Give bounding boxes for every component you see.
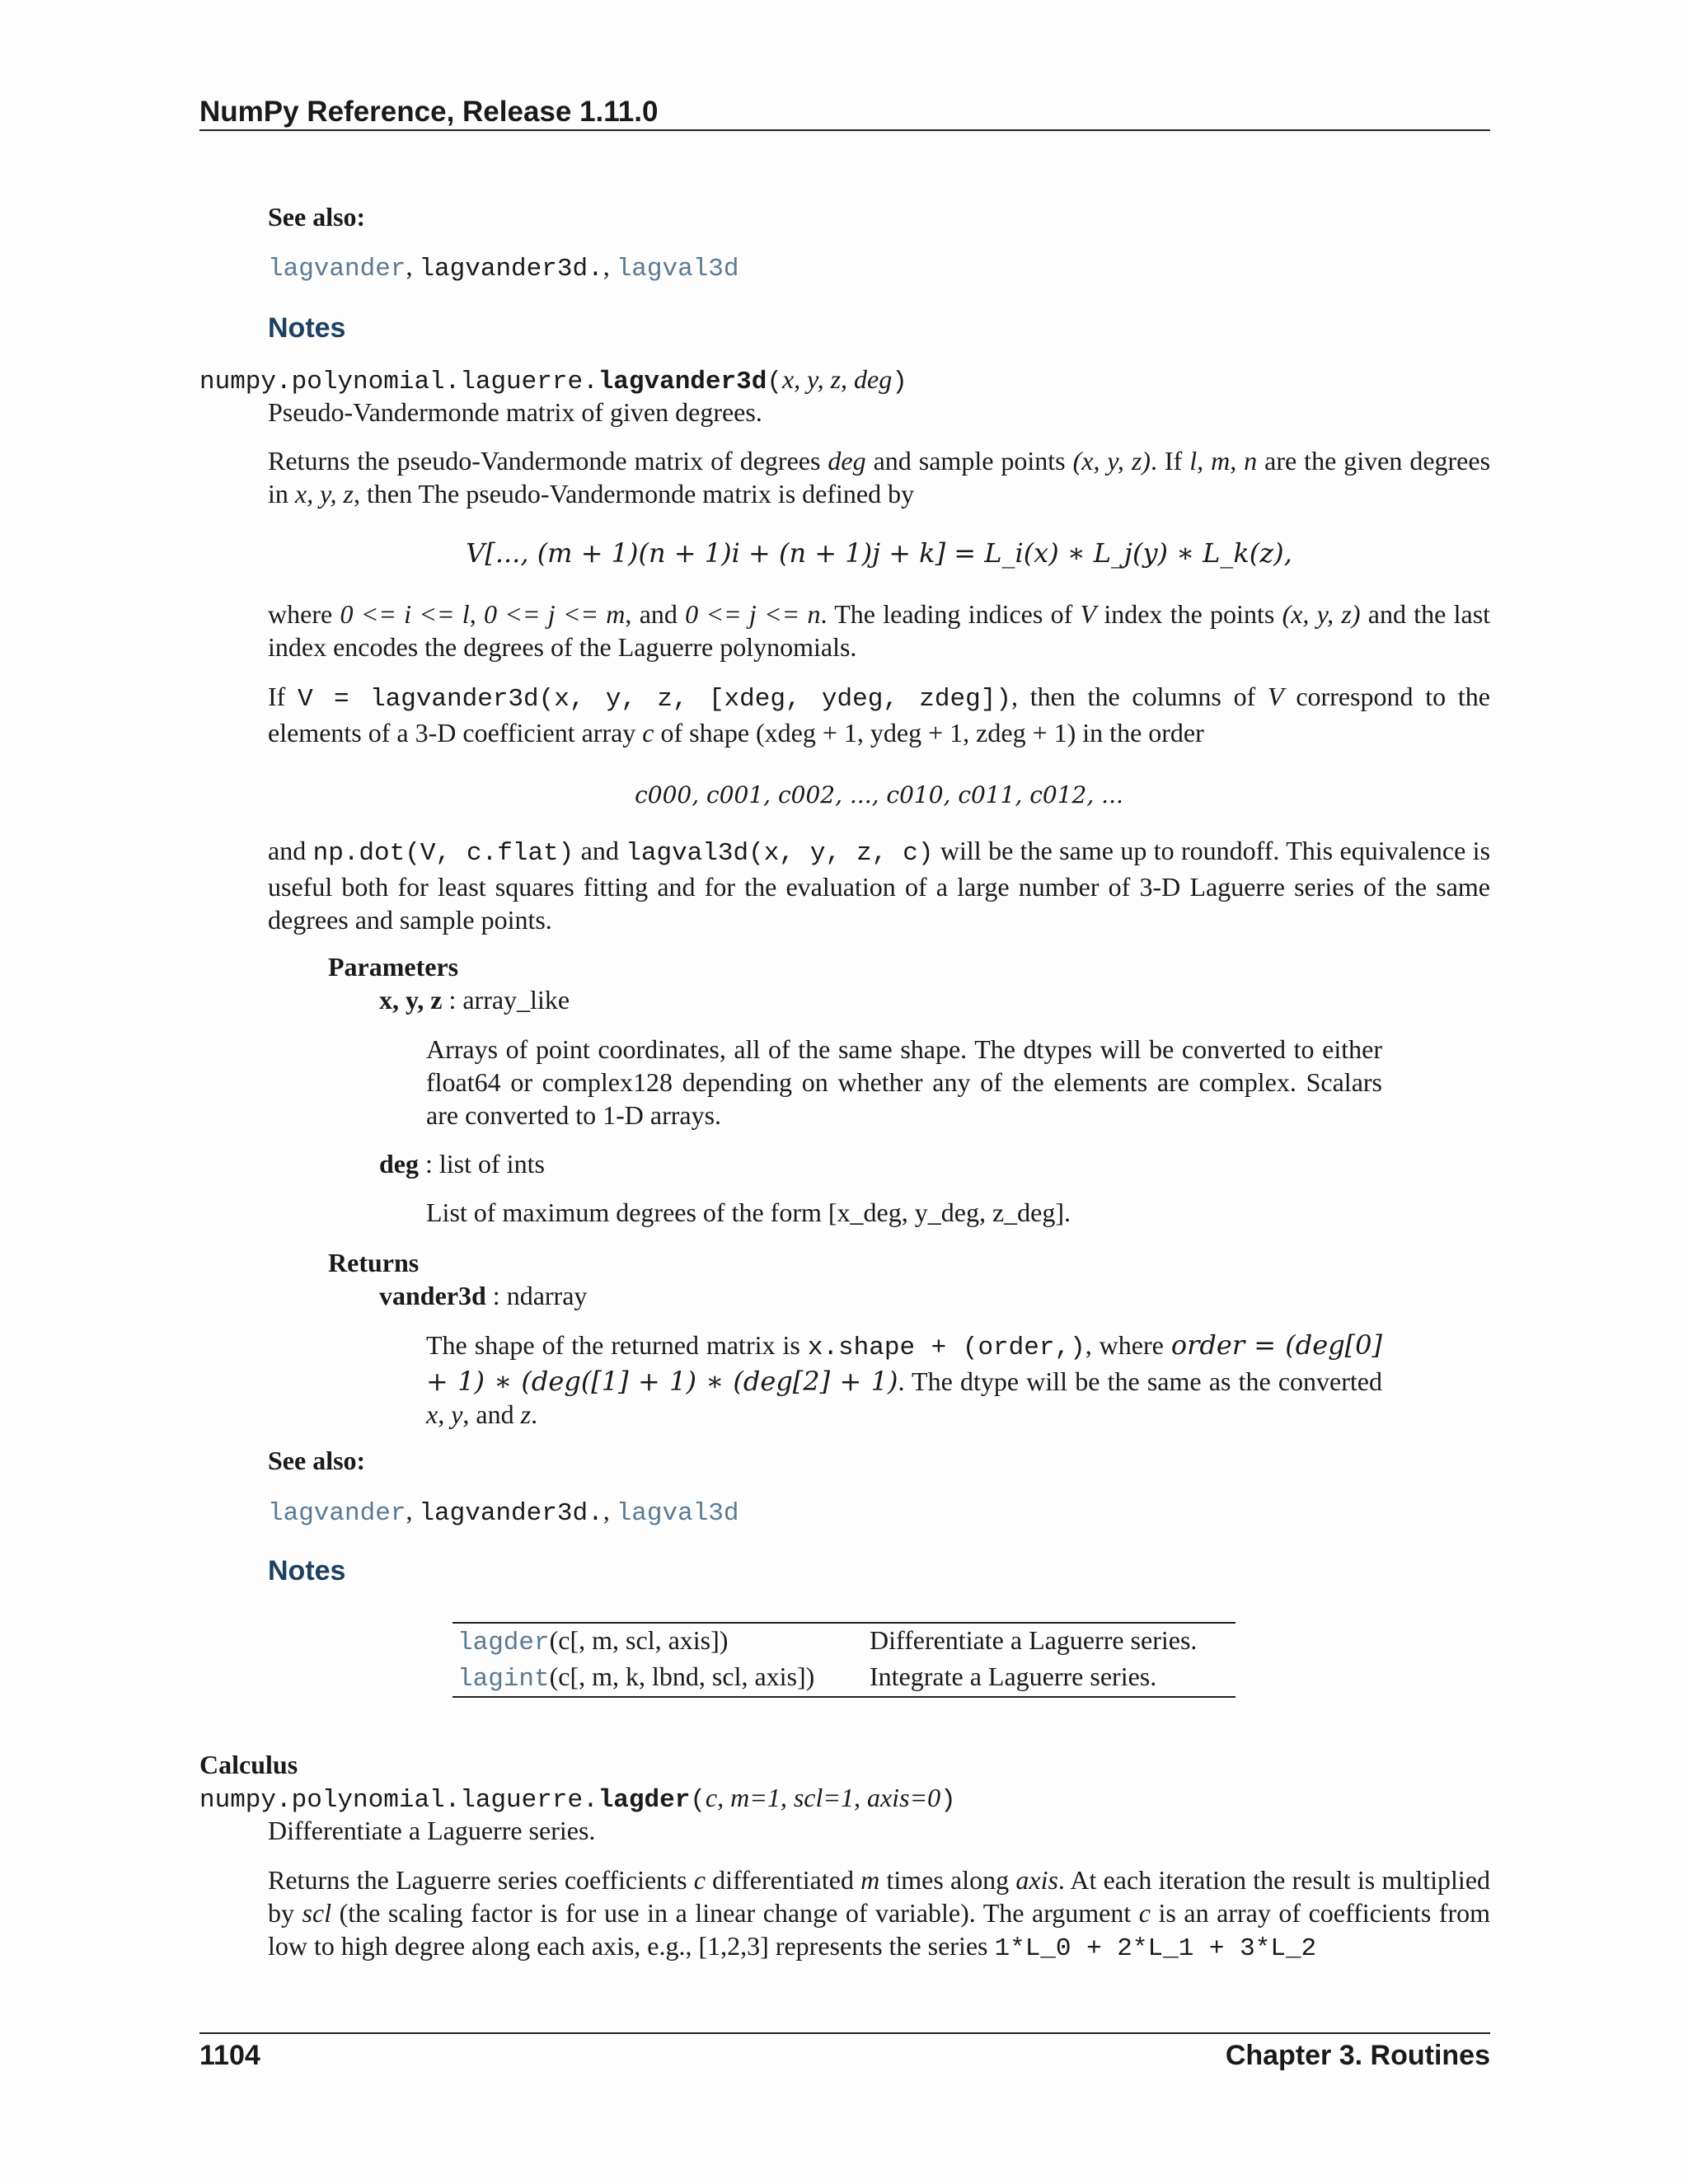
header-rule <box>199 129 1490 131</box>
calculus-summary-table <box>452 1622 1236 1698</box>
see-also-link-lagval3d-2[interactable]: lagval3d <box>616 1499 739 1528</box>
signature-function-name: lagder <box>598 1786 691 1815</box>
calculus-heading: Calculus <box>199 1750 298 1779</box>
see-also-heading-2: See also: <box>268 1446 366 1475</box>
signature-args: x, y, z, deg <box>781 364 893 394</box>
table-cell-description: Integrate a Laguerre series. <box>870 1661 1157 1691</box>
param-deg-description: List of maximum degrees of the form [x_deg, y_deg, z_deg]. <box>426 1197 1071 1227</box>
page-number: 1104 <box>199 2040 260 2071</box>
table-link-lagder[interactable]: lagder <box>457 1629 550 1657</box>
function-signature-lagvander3d: numpy.polynomial.laguerre.lagvander3d(x, y, z, deg) <box>199 364 907 396</box>
lagder-description: Returns the Laguerre series coefficients c differentiated m times along axis. At each iteration the result is multiplied by scl (the scaling factor is for use in a linear change of variable). The argument c is an array of coefficients from low to high degree along each axis, e.g., [1,2,3] represents the series 1*L_0 + 2*L_1 + 3*L_2 <box>268 1865 1491 1963</box>
chapter-label: Chapter 3. Routines <box>1225 2040 1490 2071</box>
see-also-link-lagval3d[interactable]: lagval3d <box>616 255 739 284</box>
see-also-list: lagvander, lagvander3d., lagval3d <box>268 251 739 284</box>
table-cell-description: Differentiate a Laguerre series. <box>870 1625 1198 1655</box>
description-paragraph-2: where 0 <= i <= l, 0 <= j <= m, and 0 <= j <= n. The leading indices of V index the points (x, y, z) and the last index encodes the degrees of the Laguerre polynomials. <box>268 599 1491 662</box>
equation-coefficient-order: c000, c001, c002, ..., c010, c011, c012, ... <box>635 781 1123 808</box>
equation-vandermonde: V[..., (m + 1)(n + 1)i + (n + 1)j + k] = L_i(x) ∗ L_j(y) ∗ L_k(z), <box>466 537 1292 569</box>
see-also-list-2: lagvander, lagvander3d., lagval3d <box>268 1496 739 1528</box>
see-also-link-lagvander-2[interactable]: lagvander <box>268 1499 406 1528</box>
see-also-link-lagvander[interactable]: lagvander <box>268 255 406 284</box>
function-summary-lagder: Differentiate a Laguerre series. <box>268 1816 596 1845</box>
return-vander3d: vander3d : ndarray <box>379 1281 588 1310</box>
signature-args: c, m=1, scl=1, axis=0 <box>705 1783 941 1812</box>
param-xyz: x, y, z : array_like <box>379 985 570 1015</box>
table-link-lagint[interactable]: lagint <box>457 1665 550 1694</box>
param-xyz-description: Arrays of point coordinates, all of the same shape. The dtypes will be converted to either float64 or complex128 depending on whether any of the elements are complex. Scalars are converted to 1-D arrays. <box>426 1034 1382 1130</box>
notes-heading: Notes <box>268 312 346 344</box>
parameters-heading: Parameters <box>328 952 459 982</box>
signature-module: numpy.polynomial.laguerre. <box>199 368 598 396</box>
see-also-lagvander3d: lagvander3d. <box>419 255 603 284</box>
footer-rule <box>199 2032 1490 2034</box>
notes-heading-2: Notes <box>268 1555 346 1586</box>
description-paragraph-3: If V = lagvander3d(x, y, z, [xdeg, ydeg, zdeg]), then the columns of V correspond to the elements of a 3-D coefficient array c of shape (xdeg + 1, ydeg + 1, zdeg + 1) in the order <box>268 682 1491 748</box>
page-header-title: NumPy Reference, Release 1.11.0 <box>199 96 659 128</box>
function-summary: Pseudo-Vandermonde matrix of given degrees. <box>268 397 762 427</box>
description-paragraph-4: and np.dot(V, c.flat) and lagval3d(x, y, z, c) will be the same up to roundoff. This equivalence is useful both for least squares fitting and for the evaluation of a large number of 3-D Laguerre series of the same degrees and sample points. <box>268 836 1491 935</box>
param-deg: deg : list of ints <box>379 1149 545 1179</box>
table-row: lagder(c[, m, scl, axis]) Differentiate a Laguerre series. <box>452 1623 1236 1660</box>
description-paragraph-1: Returns the pseudo-Vandermonde matrix of degrees deg and sample points (x, y, z). If l, m, n are the given degrees in x, y, z, then The pseudo-Vandermonde matrix is defined by <box>268 446 1491 509</box>
function-signature-lagder: numpy.polynomial.laguerre.lagder(c, m=1, scl=1, axis=0) <box>199 1783 956 1815</box>
signature-function-name: lagvander3d <box>598 368 767 396</box>
return-vander3d-description: The shape of the returned matrix is x.shape + (order,), where order = (deg[0] + 1) ∗ (deg([1] + 1) ∗ (deg[2] + 1). The dtype will be the same as the converted x, y, and z. <box>426 1329 1383 1429</box>
see-also-lagvander3d-2: lagvander3d. <box>419 1499 603 1528</box>
returns-heading: Returns <box>328 1248 420 1277</box>
table-row: lagint(c[, m, k, lbnd, scl, axis]) Integrate a Laguerre series. <box>452 1660 1236 1697</box>
see-also-heading: See also: <box>268 202 366 232</box>
